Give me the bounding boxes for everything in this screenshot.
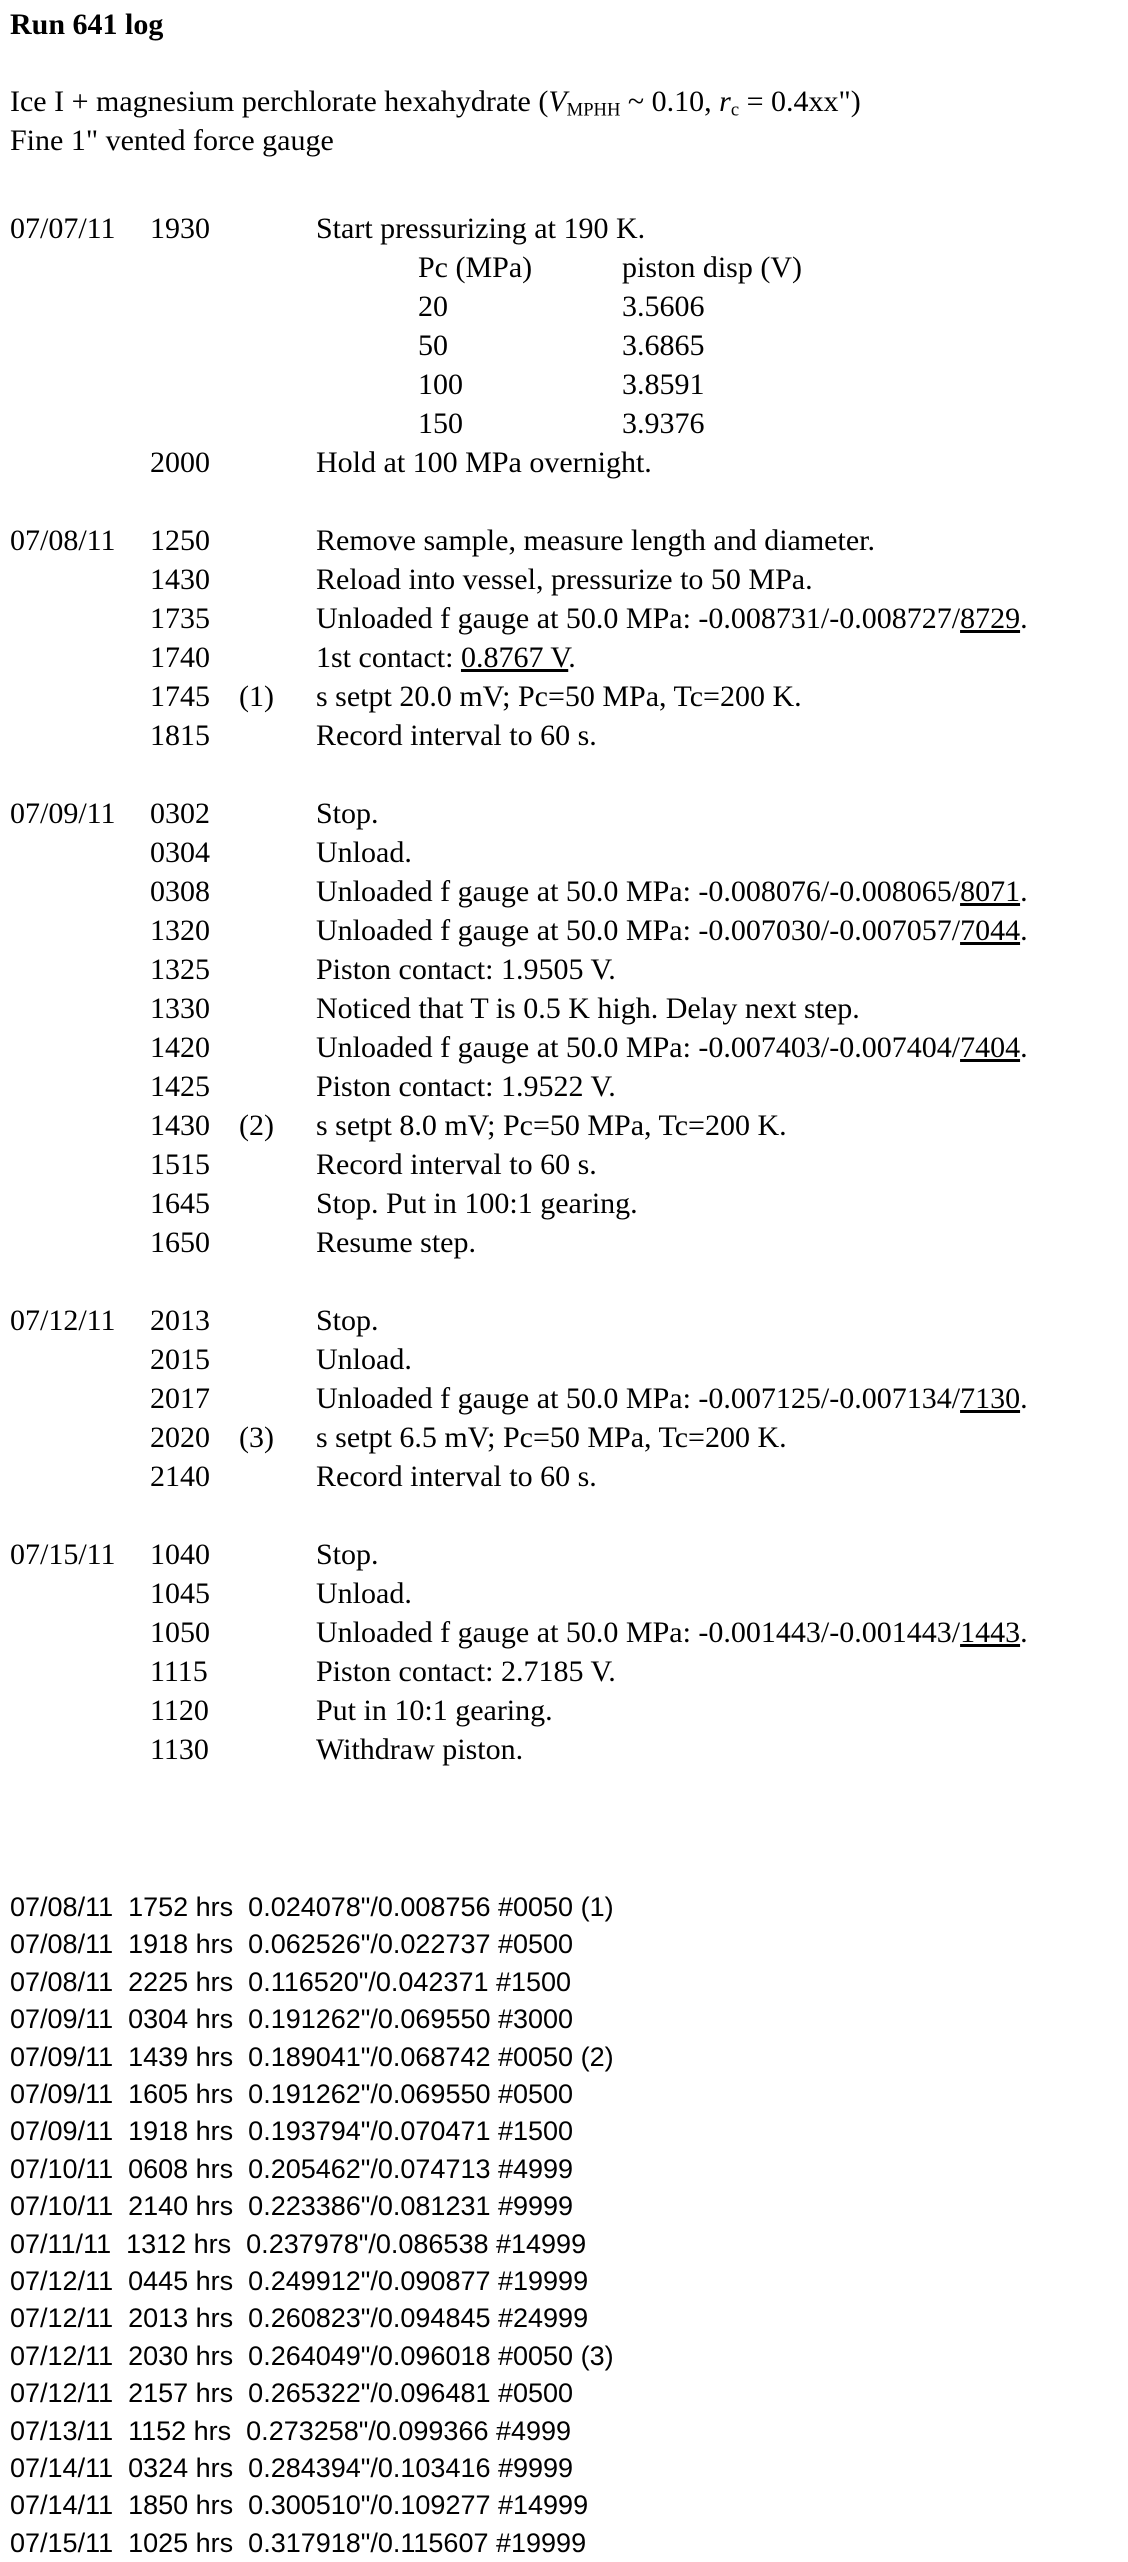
- log-text: [316, 1340, 412, 1379]
- log-text: [316, 1574, 412, 1613]
- log-text: [316, 1730, 523, 1769]
- log-text-main: Unloaded f gauge at 50.0 MPa: -0.001443/-0.001443/: [316, 1616, 961, 1649]
- log-time: 1050: [150, 1616, 210, 1649]
- volume-fraction-subscript: MPHH: [566, 99, 621, 121]
- log-time: 1735: [150, 602, 210, 635]
- log-time: 1930: [150, 212, 210, 245]
- reading-row: 07/12/11 2030 hrs 0.264049"/0.096018 #0050 (3): [10, 2341, 614, 2371]
- reading-row: 07/10/11 0608 hrs 0.205462"/0.074713 #4999: [10, 2154, 574, 2184]
- log-time: 2013: [150, 1304, 210, 1337]
- log-time: 1650: [150, 1226, 210, 1259]
- log-text: [316, 1457, 597, 1496]
- sample-description-end: = 0.4xx"): [739, 85, 861, 118]
- log-text-main: Unloaded f gauge at 50.0 MPa: -0.007030/-0.007057/: [316, 914, 961, 947]
- log-text: [316, 443, 652, 482]
- log-text-main: Start pressurizing at 190 K.: [316, 212, 646, 245]
- log-text-main: Unloaded f gauge at 50.0 MPa: -0.007125/-0.007134/: [316, 1382, 961, 1415]
- log-text-underlined: 1443: [960, 1616, 1021, 1649]
- log-text-main: Unloaded f gauge at 50.0 MPa: -0.008076/-0.008065/: [316, 875, 961, 908]
- log-time: 2000: [150, 446, 210, 479]
- reading-row: 07/08/11 1918 hrs 0.062526"/0.022737 #0500: [10, 1929, 574, 1959]
- reading-row: 07/08/11 2225 hrs 0.116520"/0.042371 #1500: [10, 1967, 572, 1997]
- log-text-underlined: 8729: [960, 602, 1021, 635]
- log-text-main: Unloaded f gauge at 50.0 MPa: -0.007403/-0.007404/: [316, 1031, 961, 1064]
- log-text-main: Record interval to 60 s.: [316, 1460, 597, 1493]
- log-text: [316, 911, 1028, 950]
- volume-fraction-symbol: V: [548, 85, 567, 118]
- log-note: (2): [239, 1109, 274, 1142]
- log-text: [316, 1223, 476, 1262]
- radius-subscript: c: [730, 99, 740, 121]
- log-text-main: s setpt 6.5 mV; Pc=50 MPa, Tc=200 K.: [316, 1421, 787, 1454]
- log-time: 1320: [150, 914, 210, 947]
- log-text-main: Unload.: [316, 836, 412, 869]
- log-text: [316, 1613, 1028, 1652]
- log-note: (1): [239, 680, 274, 713]
- log-text-tail: .: [1020, 1382, 1028, 1415]
- log-text-main: Withdraw piston.: [316, 1733, 524, 1766]
- reading-row: 07/08/11 1752 hrs 0.024078"/0.008756 #0050 (1): [10, 1892, 614, 1922]
- pressure-table-cell: 100: [418, 368, 463, 401]
- pressure-table-cell: 50: [418, 329, 448, 362]
- reading-row: 07/13/11 1152 hrs 0.273258"/0.099366 #4999: [10, 2416, 572, 2446]
- log-date: 07/12/11: [10, 1304, 116, 1337]
- log-date: 07/08/11: [10, 524, 116, 557]
- reading-row: 07/09/11 1605 hrs 0.191262"/0.069550 #0500: [10, 2079, 574, 2109]
- reading-row: 07/14/11 1850 hrs 0.300510"/0.109277 #14999: [10, 2490, 589, 2520]
- log-text: [316, 521, 875, 560]
- log-text-main: s setpt 20.0 mV; Pc=50 MPa, Tc=200 K.: [316, 680, 802, 713]
- log-text: [316, 1145, 597, 1184]
- reading-row: 07/12/11 2157 hrs 0.265322"/0.096481 #0500: [10, 2378, 574, 2408]
- log-date: 07/07/11: [10, 212, 116, 245]
- reading-row: 07/10/11 2140 hrs 0.223386"/0.081231 #9999: [10, 2191, 574, 2221]
- log-text-underlined: 0.8767 V: [460, 641, 569, 674]
- log-text: [316, 1067, 616, 1106]
- sample-description: [10, 82, 861, 121]
- log-text: [316, 1652, 616, 1691]
- log-text: [316, 833, 412, 872]
- log-text-main: s setpt 8.0 mV; Pc=50 MPa, Tc=200 K.: [316, 1109, 787, 1142]
- sample-description-prefix: Ice I + magnesium perchlorate hexahydrate (: [10, 85, 549, 118]
- pressure-table-cell: 150: [418, 407, 463, 440]
- log-text: [316, 872, 1028, 911]
- log-text-main: Stop.: [316, 1538, 379, 1571]
- log-text: [316, 560, 813, 599]
- log-time: 2015: [150, 1343, 210, 1376]
- log-text-main: Piston contact: 1.9505 V.: [316, 953, 616, 986]
- pressure-table-cell: 3.5606: [622, 290, 705, 323]
- log-text: [316, 599, 1028, 638]
- log-time: 1120: [150, 1694, 209, 1727]
- log-text: [316, 1106, 787, 1145]
- pressure-table-cell: 3.9376: [622, 407, 705, 440]
- log-text-underlined: 7130: [960, 1382, 1021, 1415]
- log-time: 1130: [150, 1733, 209, 1766]
- log-text-tail: .: [1020, 1031, 1028, 1064]
- reading-row: 07/11/11 1312 hrs 0.237978"/0.086538 #14999: [10, 2229, 587, 2259]
- page-title: Run 641 log: [10, 8, 164, 41]
- pressure-table-header: piston disp (V): [622, 251, 802, 284]
- log-date: 07/15/11: [10, 1538, 116, 1571]
- reading-row: 07/12/11 2013 hrs 0.260823"/0.094845 #24999: [10, 2303, 589, 2333]
- log-text-main: Stop.: [316, 797, 379, 830]
- reading-row: 07/09/11 1918 hrs 0.193794"/0.070471 #1500: [10, 2116, 574, 2146]
- log-time: 1430: [150, 1109, 210, 1142]
- log-text: [316, 638, 576, 677]
- log-time: 1425: [150, 1070, 210, 1103]
- reading-row: 07/14/11 0324 hrs 0.284394"/0.103416 #9999: [10, 2453, 574, 2483]
- log-time: 0302: [150, 797, 210, 830]
- log-text-main: 1st contact:: [316, 641, 461, 674]
- pressure-table-cell: 20: [418, 290, 448, 323]
- pressure-table-header: Pc (MPa): [418, 251, 533, 284]
- log-text: [316, 989, 860, 1028]
- pressure-table-cell: 3.8591: [622, 368, 705, 401]
- log-text: [316, 209, 645, 248]
- reading-row: 07/15/11 1025 hrs 0.317918"/0.115607 #19999: [10, 2528, 587, 2558]
- log-text: [316, 1184, 638, 1223]
- log-text-main: Noticed that T is 0.5 K high. Delay next step.: [316, 992, 860, 1025]
- log-text-main: Unloaded f gauge at 50.0 MPa: -0.008731/-0.008727/: [316, 602, 961, 635]
- log-text-underlined: 7404: [960, 1031, 1021, 1064]
- log-time: 2020: [150, 1421, 210, 1454]
- log-text-tail: .: [1020, 1616, 1028, 1649]
- sample-description-mid: ~ 0.10,: [620, 85, 720, 118]
- log-text: [316, 716, 597, 755]
- log-time: 0308: [150, 875, 210, 908]
- log-text: [316, 1535, 379, 1574]
- log-text: [316, 1691, 553, 1730]
- log-text-tail: .: [1020, 602, 1028, 635]
- log-text-main: Piston contact: 2.7185 V.: [316, 1655, 616, 1688]
- reading-row: 07/09/11 0304 hrs 0.191262"/0.069550 #3000: [10, 2004, 574, 2034]
- log-text-underlined: 7044: [960, 914, 1021, 947]
- log-text-main: Reload into vessel, pressurize to 50 MPa.: [316, 563, 813, 596]
- log-text-main: Put in 10:1 gearing.: [316, 1694, 553, 1727]
- log-text-tail: .: [1020, 875, 1028, 908]
- log-text-main: Unload.: [316, 1343, 412, 1376]
- log-text-main: Hold at 100 MPa overnight.: [316, 446, 652, 479]
- log-time: 1740: [150, 641, 210, 674]
- log-time: 0304: [150, 836, 210, 869]
- log-text-main: Stop. Put in 100:1 gearing.: [316, 1187, 638, 1220]
- log-text-tail: .: [1020, 914, 1028, 947]
- log-text: [316, 1379, 1028, 1418]
- log-text-main: Record interval to 60 s.: [316, 719, 597, 752]
- log-time: 1420: [150, 1031, 210, 1064]
- log-date: 07/09/11: [10, 797, 116, 830]
- log-text-tail: .: [568, 641, 576, 674]
- log-time: 1330: [150, 992, 210, 1025]
- radius-symbol: r: [719, 85, 731, 118]
- log-time: 1045: [150, 1577, 210, 1610]
- log-text: [316, 1301, 379, 1340]
- log-text: [316, 1418, 787, 1457]
- log-text-main: Unload.: [316, 1577, 412, 1610]
- log-time: 1515: [150, 1148, 210, 1181]
- log-text-main: Record interval to 60 s.: [316, 1148, 597, 1181]
- log-time: 1040: [150, 1538, 210, 1571]
- log-text: [316, 794, 379, 833]
- log-text: [316, 950, 616, 989]
- log-text-main: Resume step.: [316, 1226, 476, 1259]
- log-time: 1815: [150, 719, 210, 752]
- log-time: 1645: [150, 1187, 210, 1220]
- log-text: [316, 677, 802, 716]
- log-text-main: Stop.: [316, 1304, 379, 1337]
- reading-row: 07/12/11 0445 hrs 0.249912"/0.090877 #19999: [10, 2266, 589, 2296]
- log-note: (3): [239, 1421, 274, 1454]
- log-text: [316, 1028, 1028, 1067]
- log-time: 1430: [150, 563, 210, 596]
- log-text-main: Piston contact: 1.9522 V.: [316, 1070, 616, 1103]
- log-time: 1325: [150, 953, 210, 986]
- reading-row: 07/09/11 1439 hrs 0.189041"/0.068742 #0050 (2): [10, 2042, 614, 2072]
- log-time: 2017: [150, 1382, 210, 1415]
- log-text-main: Remove sample, measure length and diameter.: [316, 524, 875, 557]
- log-time: 1745: [150, 680, 210, 713]
- log-time: 1115: [150, 1655, 208, 1688]
- log-time: 2140: [150, 1460, 210, 1493]
- log-time: 1250: [150, 524, 210, 557]
- pressure-table-cell: 3.6865: [622, 329, 705, 362]
- log-text-underlined: 8071: [960, 875, 1021, 908]
- gauge-description: Fine 1" vented force gauge: [10, 124, 334, 157]
